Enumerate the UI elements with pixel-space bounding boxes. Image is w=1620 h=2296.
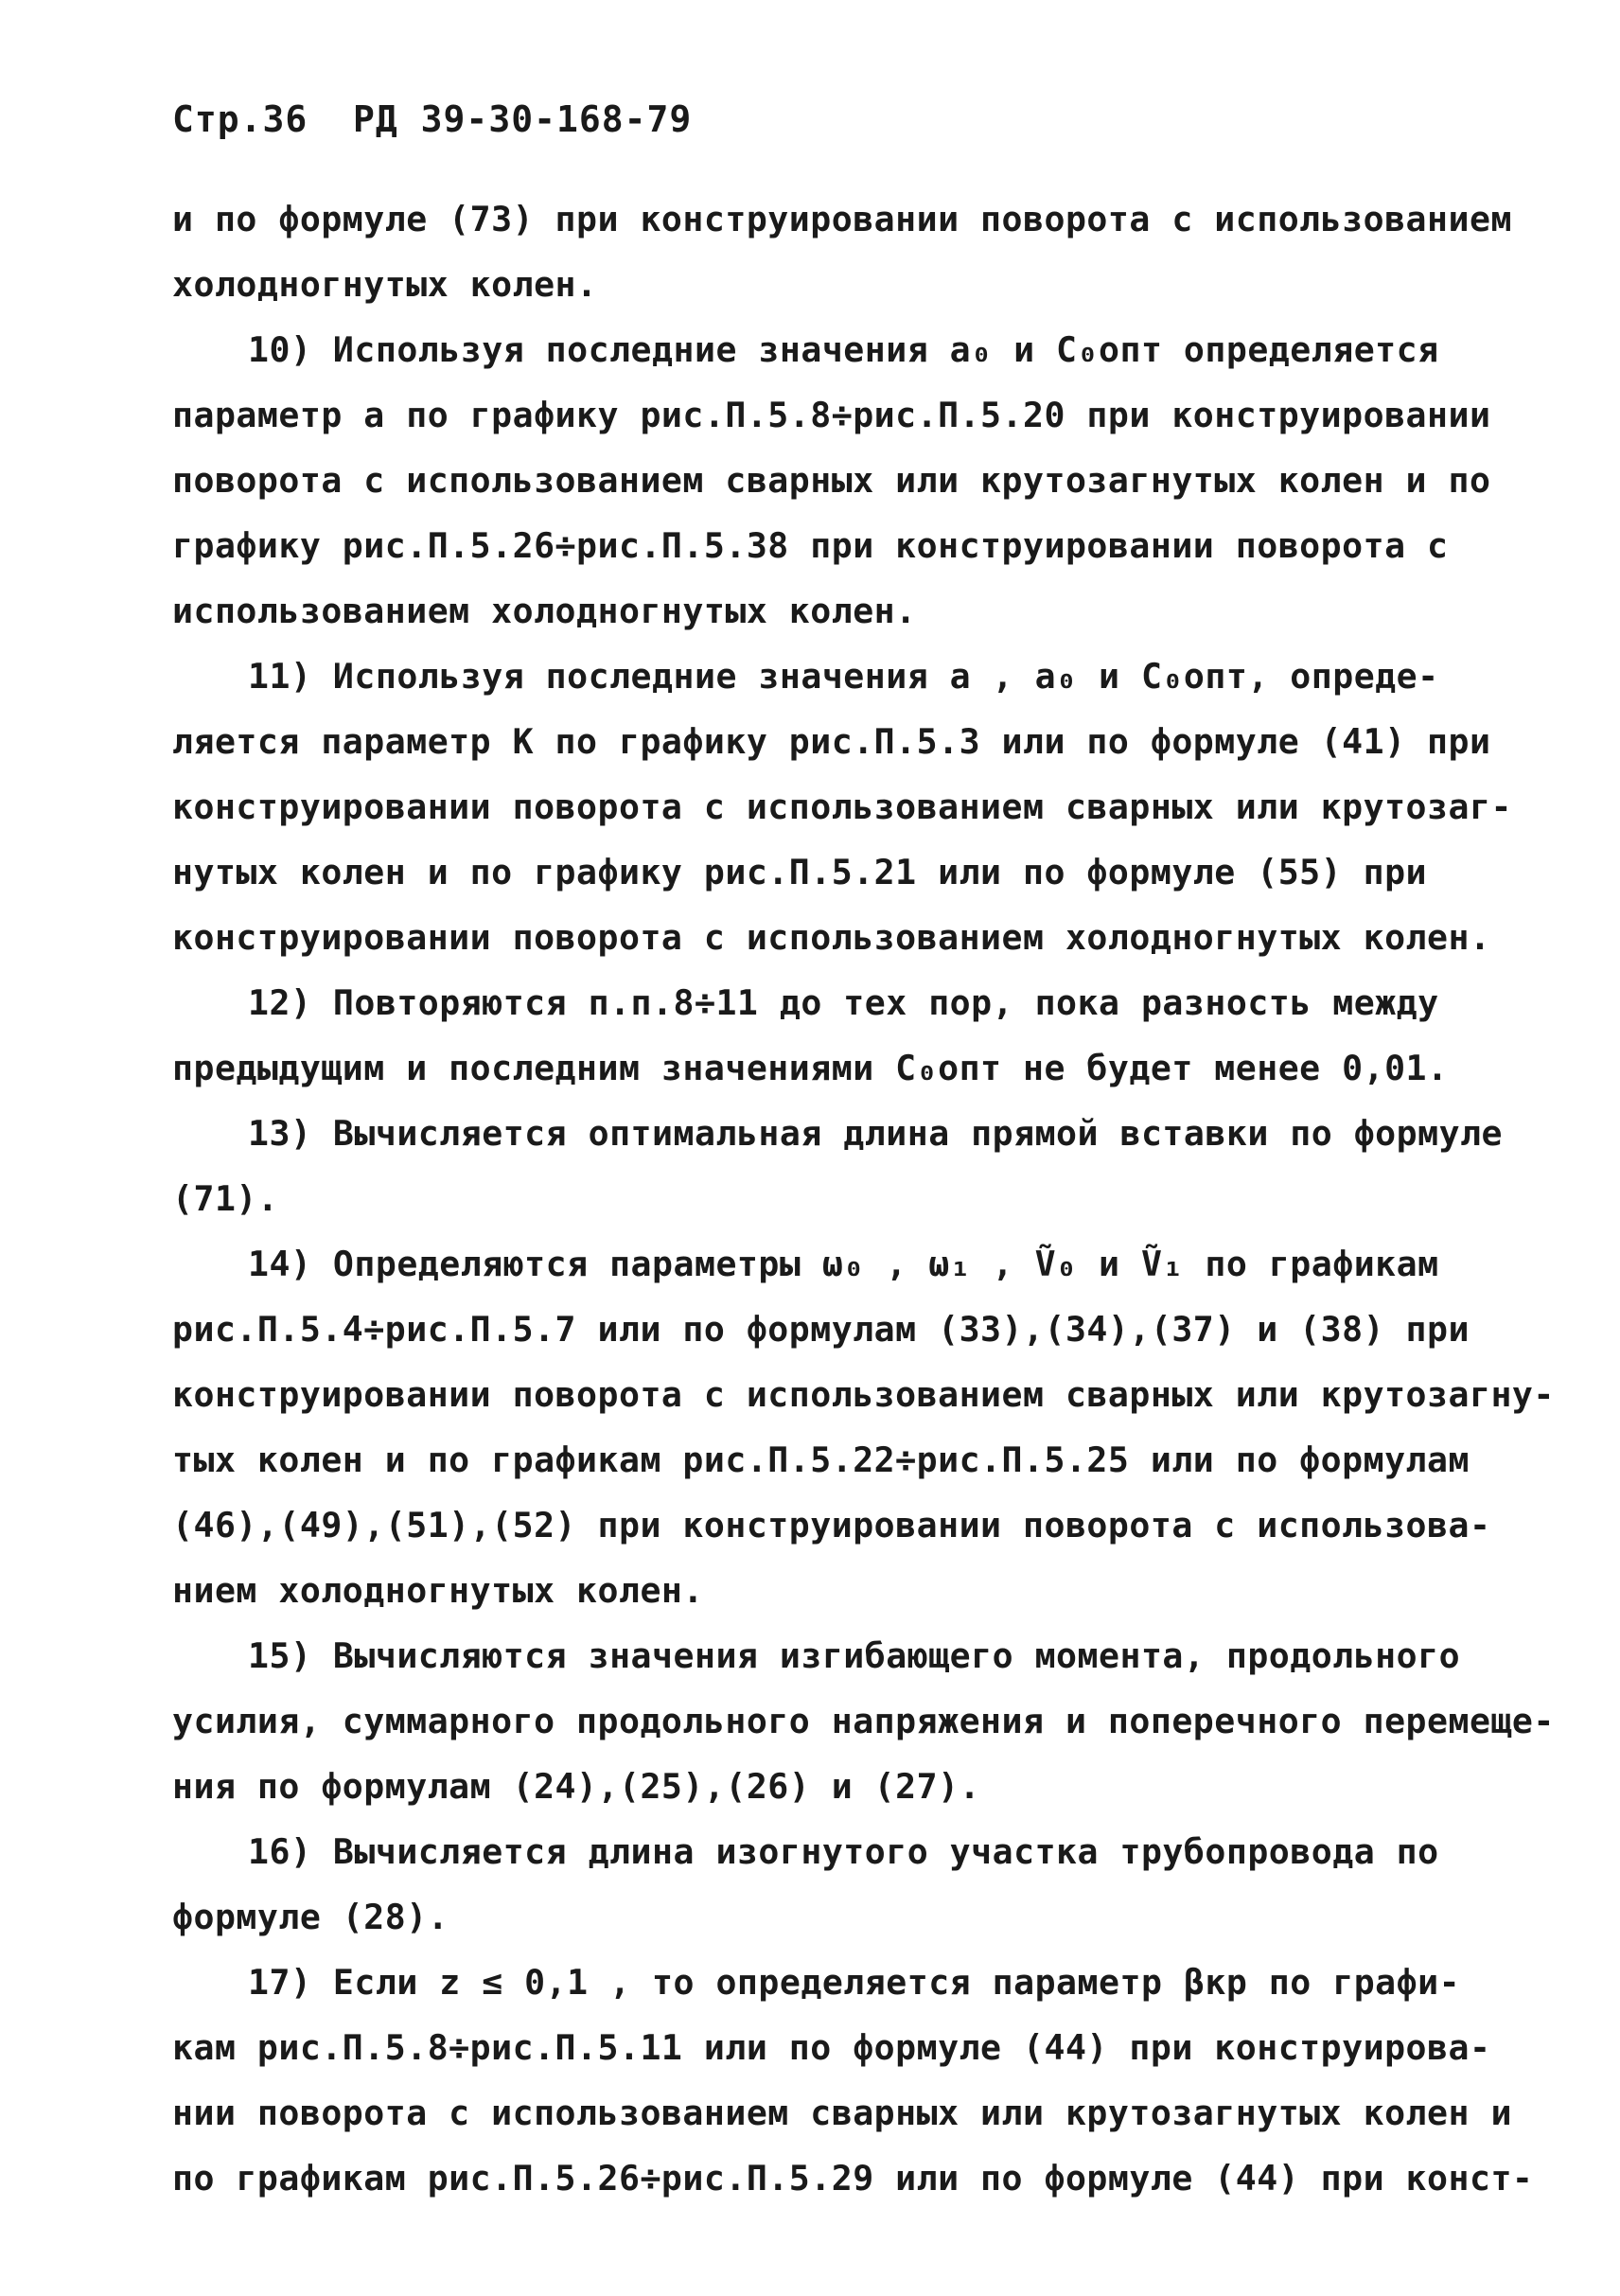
page-number: Стр.36	[172, 98, 308, 140]
text-line-item-13: 13) Вычисляется оптимальная длина прямой вставки по формуле	[248, 1113, 1504, 1154]
text-line-item-17: 17) Если z ≤ 0,1 , то определяется параметр βкр по графи-	[248, 1962, 1461, 2003]
text-line: тых колен и по графикам рис.П.5.22÷рис.П.5.25 или по формулам	[172, 1439, 1470, 1480]
text-line: и по формуле (73) при конструировании поворота с использованием	[172, 199, 1512, 239]
text-line: конструировании поворота с использованием холодногнутых колен.	[172, 917, 1491, 958]
text-line: холодногнутых колен.	[172, 264, 598, 305]
body-text	[172, 186, 1555, 2211]
text-line-item-12: 12) Повторяются п.п.8÷11 до тех пор, пока разность между	[248, 982, 1439, 1023]
text-line: графику рис.П.5.26÷рис.П.5.38 при конструировании поворота с	[172, 525, 1449, 566]
text-line-item-16: 16) Вычисляется длина изогнутого участка трубопровода по	[248, 1831, 1439, 1872]
document-code: РД 39-30-168-79	[353, 98, 693, 140]
text-line: по графикам рис.П.5.26÷рис.П.5.29 или по формуле (44) при конст-	[172, 2158, 1534, 2199]
text-line: нием холодногнутых колен.	[172, 1570, 704, 1611]
text-line: (46),(49),(51),(52) при конструировании поворота с использова-	[172, 1505, 1491, 1545]
text-line: кам рис.П.5.8÷рис.П.5.11 или по формуле (44) при конструирова-	[172, 2027, 1491, 2068]
text-line: параметр a по графику рис.П.5.8÷рис.П.5.20 при конструировании	[172, 395, 1491, 435]
text-line: нии поворота с использованием сварных или крутозагнутых колен и	[172, 2093, 1512, 2133]
text-line: усилия, суммарного продольного напряжения и поперечного перемеще-	[172, 1701, 1555, 1741]
text-line: конструировании поворота с использованием сварных или крутозаг-	[172, 786, 1512, 827]
text-line: формуле (28).	[172, 1897, 449, 1937]
text-line-item-10: 10) Используя последние значения a₀ и C₀опт определяется	[248, 329, 1439, 370]
text-line: ляется параметр K по графику рис.П.5.3 или по формуле (41) при	[172, 721, 1491, 762]
text-line: использованием холодногнутых колен.	[172, 591, 917, 631]
text-line-item-11: 11) Используя последние значения a , a₀ и C₀опт, опреде-	[248, 656, 1439, 697]
page-header	[172, 98, 692, 140]
text-line: ния по формулам (24),(25),(26) и (27).	[172, 1766, 981, 1807]
text-line: предыдущим и последним значениями C₀опт не будет менее 0,01.	[172, 1048, 1449, 1088]
text-line: рис.П.5.4÷рис.П.5.7 или по формулам (33),(34),(37) и (38) при	[172, 1309, 1470, 1350]
text-line: конструировании поворота с использованием сварных или крутозагну-	[172, 1374, 1555, 1415]
text-line-item-15: 15) Вычисляются значения изгибающего момента, продольного	[248, 1635, 1461, 1676]
text-line-item-14: 14) Определяются параметры ω₀ , ω₁ , Ṽ₀ и Ṽ₁ по графикам	[248, 1244, 1439, 1284]
text-line: (71).	[172, 1178, 279, 1219]
text-line: поворота с использованием сварных или крутозагнутых колен и по	[172, 460, 1491, 501]
text-line: нутых колен и по графику рис.П.5.21 или по формуле (55) при	[172, 852, 1428, 892]
